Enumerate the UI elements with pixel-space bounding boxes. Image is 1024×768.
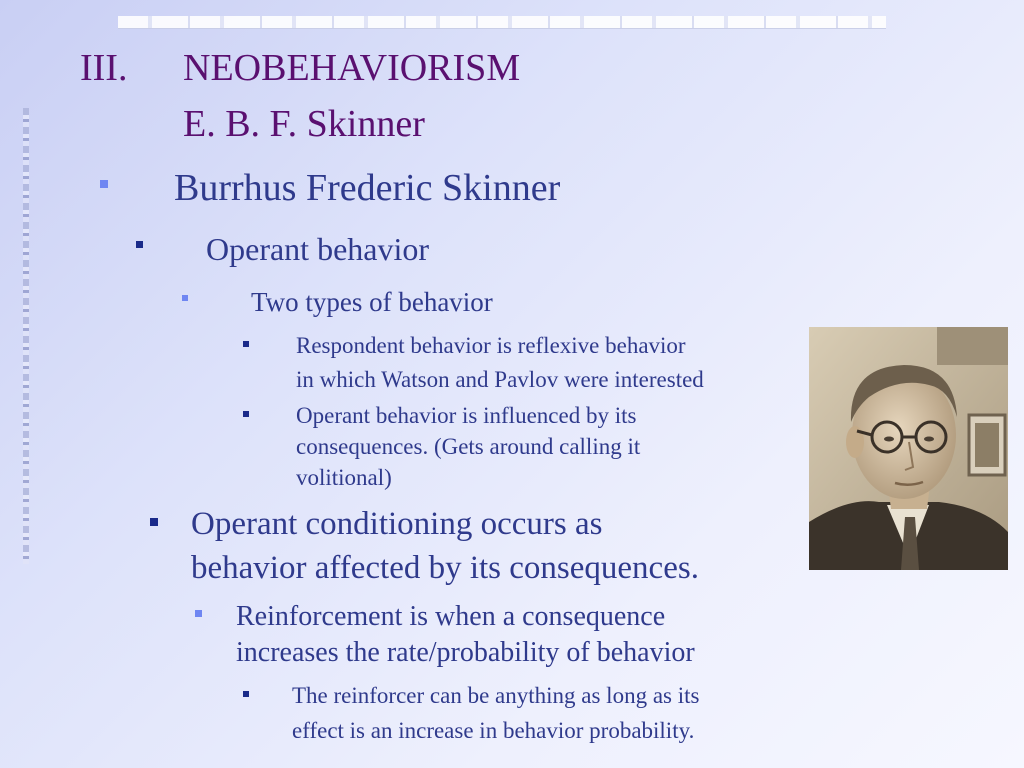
decorative-top-bar (118, 16, 886, 29)
square-bullet-icon (243, 691, 249, 697)
bullet-text-line: in which Watson and Pavlov were interested (296, 367, 704, 392)
bullet-text: Operant behavior (206, 231, 430, 267)
square-bullet-icon (100, 180, 108, 188)
slide-title (80, 46, 520, 90)
square-bullet-icon (243, 341, 249, 347)
bullet-text-line: Operant conditioning occurs as (191, 506, 603, 542)
bullet-text-line: increases the rate/probability of behavior (236, 637, 695, 668)
portrait-photo (809, 327, 1008, 570)
square-bullet-icon (182, 295, 188, 301)
square-bullet-icon (136, 241, 143, 248)
bullet-text: Two types of behavior (251, 287, 493, 317)
bullet-text-line: volitional) (296, 465, 392, 490)
slide-subtitle: E. B. F. Skinner (183, 103, 425, 145)
square-bullet-icon (150, 518, 158, 526)
title-main: NEOBEHAVIORISM (183, 47, 521, 89)
bullet-text-line: effect is an increase in behavior probability. (292, 718, 695, 743)
bullet-text-line: The reinforcer can be anything as long as its (292, 683, 700, 708)
title-number: III. (80, 47, 128, 89)
bullet-text-line: behavior affected by its consequences. (191, 550, 699, 586)
bullet-text-line: Respondent behavior is reflexive behavior (296, 333, 686, 358)
bullet-text: Burrhus Frederic Skinner (174, 167, 561, 209)
bullet-text-line: Reinforcement is when a consequence (236, 601, 666, 632)
square-bullet-icon (195, 610, 202, 617)
bullet-text-line: consequences. (Gets around calling it (296, 434, 641, 459)
square-bullet-icon (243, 411, 249, 417)
decorative-side-bar (23, 108, 29, 564)
bullet-text-line: Operant behavior is influenced by its (296, 403, 637, 428)
